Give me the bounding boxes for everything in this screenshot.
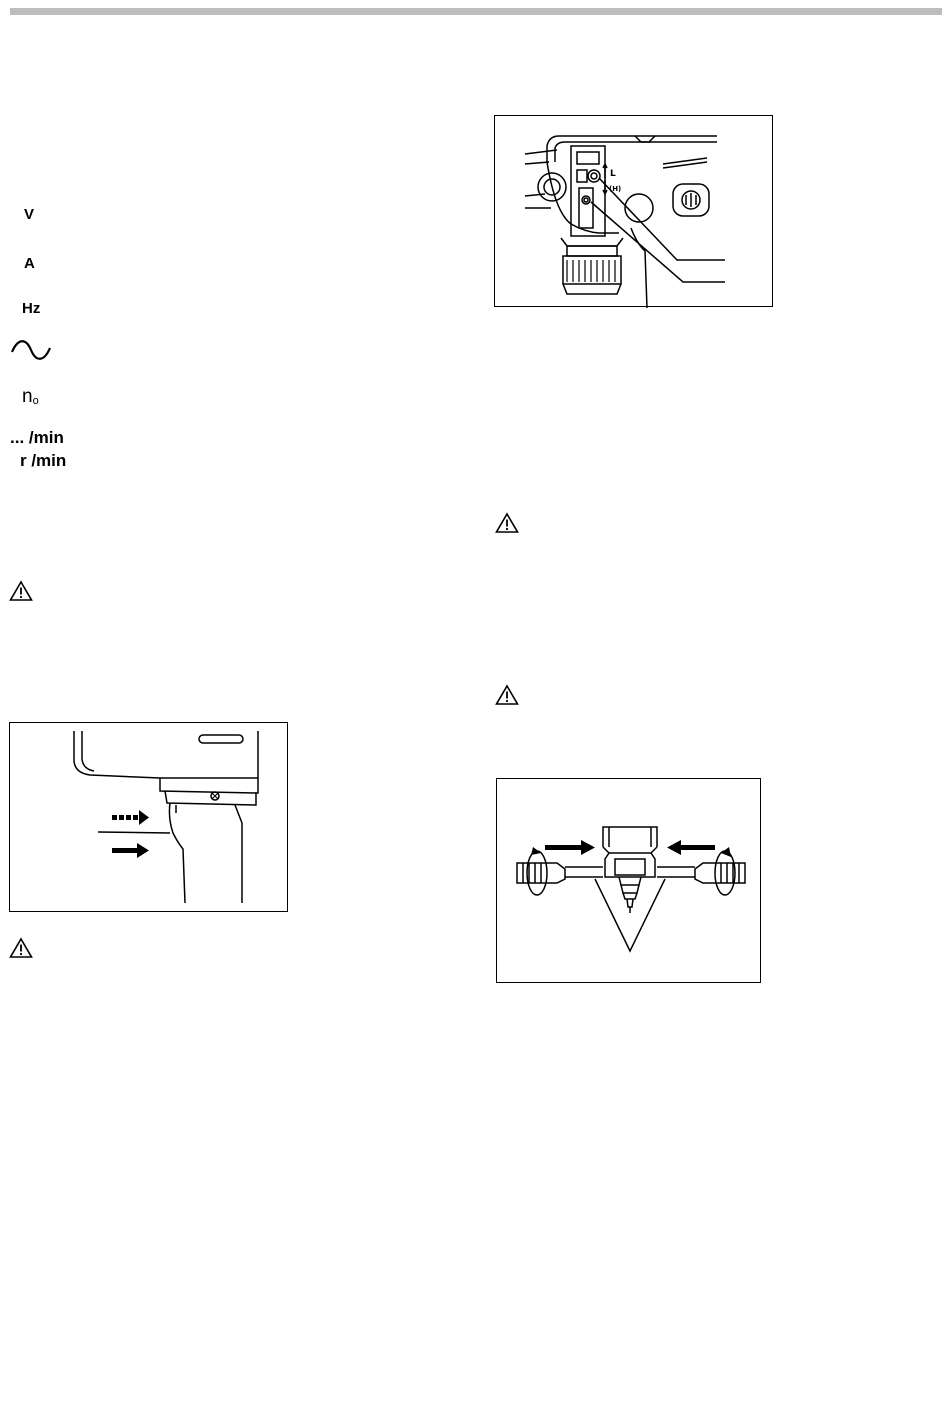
mode-selector-illustration [495,116,774,308]
symbol-volts: V [24,206,35,223]
symbol-hertz: Hz [22,300,41,317]
figure-side-grip [496,778,761,983]
figure-mode-selector [494,115,773,307]
symbol-amperes: A [24,255,35,272]
symbol-per-minute: ... /min [10,428,64,447]
warning-triangle-icon [9,580,33,602]
figure-switch-trigger [9,722,288,912]
symbol-no-load-speed: $n_o$ [22,386,39,407]
side-grip-illustration [497,779,762,984]
svg-text:(H): (H) [609,185,622,193]
warning-triangle-icon [495,684,519,706]
ac-sine-icon [10,338,52,362]
symbol-rpm: r /min [20,451,67,470]
svg-text:L: L [610,169,616,179]
warning-triangle-icon [9,937,33,959]
switch-trigger-illustration [10,723,289,913]
header-rule [10,8,942,15]
warning-triangle-icon [495,512,519,534]
